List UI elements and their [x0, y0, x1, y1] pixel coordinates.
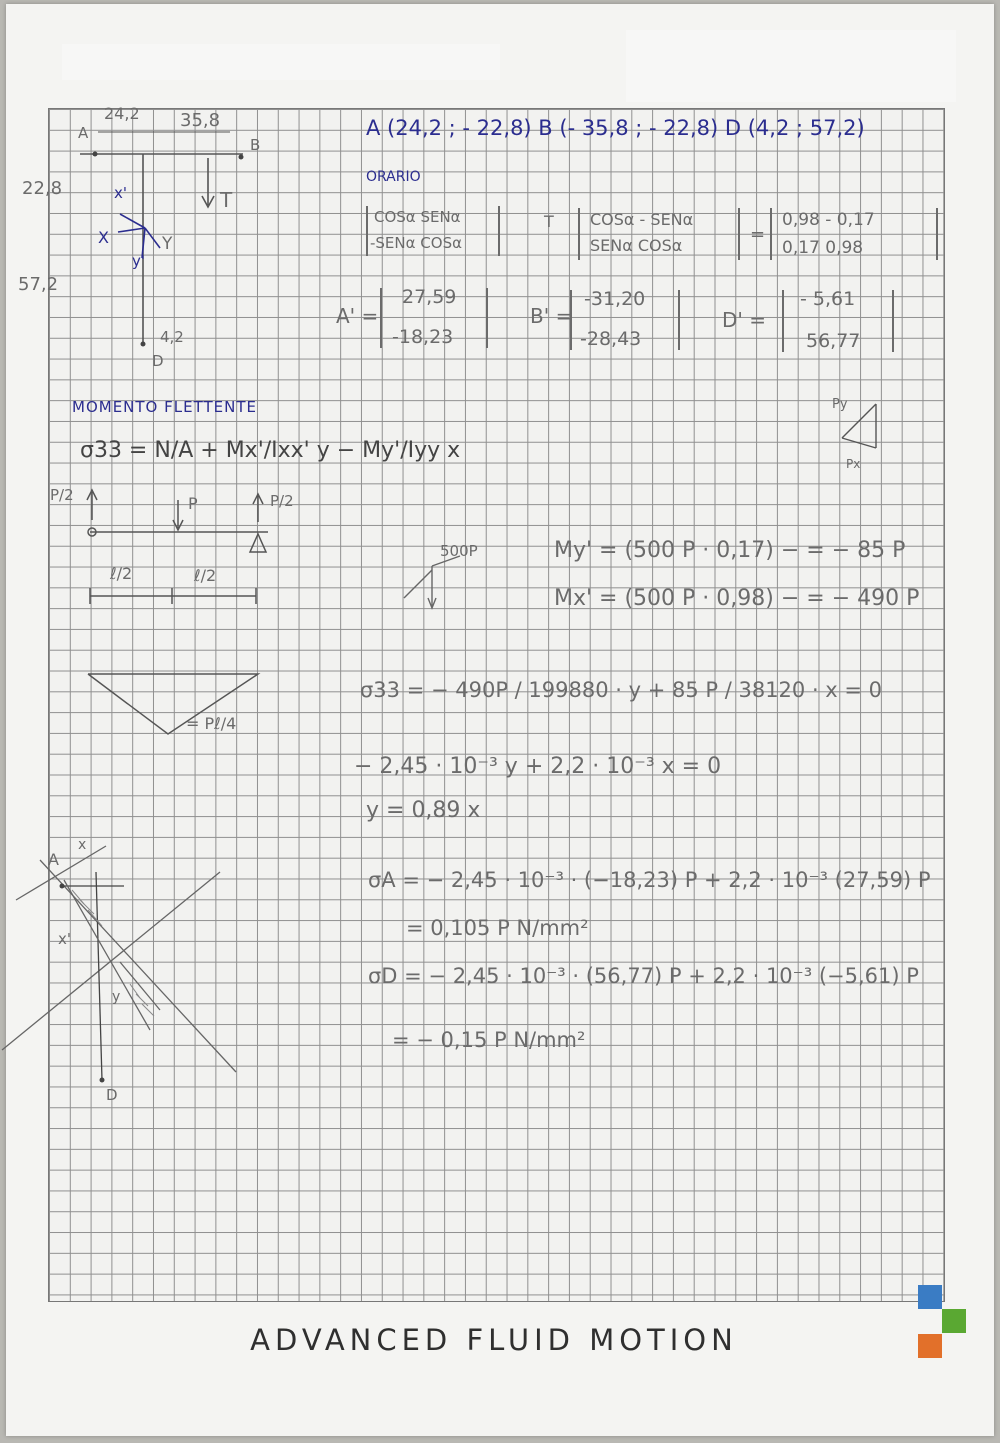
matrix-rotation-row1: COSα SENα [374, 208, 461, 226]
sigma-equation: σ33 = − 490P / 199880 · y + 85 P / 38120 · x = 0 [360, 678, 883, 702]
equals-sign: = [750, 224, 766, 245]
reaction-right-label: P/2 [270, 492, 294, 510]
matrix-transposed-row1: COSα - SENα [590, 210, 694, 229]
neutral-axis-result: y = 0,89 x [366, 798, 481, 823]
vector-a-prime-y: -18,23 [392, 326, 454, 348]
dim-57-2: 57,2 [18, 274, 59, 295]
my-prime-line: My' = (500 P · 0,17) − = − 85 P [554, 538, 906, 563]
axis-y-prime-label: y' [132, 252, 146, 270]
stress-formula: σ33 = N/A + Mx'/Ixx' y − My'/Iyy x [80, 438, 461, 463]
axis-x-prime-label: x' [114, 184, 128, 202]
vector-a-prime-x: 27,59 [402, 286, 457, 308]
matrix-numeric-row2: 0,17 0,98 [782, 238, 864, 258]
point-a-prime-label: A' = [336, 304, 379, 328]
max-moment-label: = Pℓ/4 [186, 714, 237, 733]
matrix-transposed-row2: SENα COSα [590, 236, 683, 255]
force-t-label: T [220, 188, 233, 212]
logo-square-orange [918, 1334, 942, 1358]
na-axis-y-label: y [112, 989, 121, 1005]
sigma-a-result: = 0,105 P N/mm² [406, 916, 589, 940]
neutral-axis-equation: − 2,45 · 10⁻³ y + 2,2 · 10⁻³ x = 0 [354, 754, 722, 779]
na-point-d-label: D [106, 1086, 118, 1104]
brand-footer: ADVANCED FLUID MOTION [250, 1323, 738, 1357]
vector-b-prime-x: -31,20 [584, 288, 646, 310]
orario-label: ORARIO [366, 169, 421, 185]
axis-y-label: Y [162, 234, 173, 254]
na-axis-x-prime-label: x' [58, 930, 72, 948]
span-half-right: ℓ/2 [194, 566, 217, 585]
dim-22-8: 22,8 [22, 178, 63, 199]
na-point-a-label: A [48, 850, 59, 869]
py-label: Py [832, 397, 848, 412]
dim-24-2: 24,2 [104, 104, 140, 123]
dim-4-2: 4,2 [160, 328, 184, 346]
reaction-left-label: P/2 [50, 486, 74, 504]
logo-square-blue [918, 1285, 942, 1309]
vector-d-prime-x: - 5,61 [800, 288, 856, 310]
vector-d-prime-y: 56,77 [806, 330, 861, 352]
span-half-left: ℓ/2 [110, 564, 133, 583]
coordinates-line: A (24,2 ; - 22,8) B (- 35,8 ; - 22,8) D (4,2 ; 57,2) [366, 116, 865, 140]
sigma-a-equation: σA = − 2,45 · 10⁻³ · (−18,23) P + 2,2 · 10⁻³ (27,59) P [368, 868, 931, 892]
vector-b-prime-y: -28,43 [580, 328, 642, 350]
load-p-label: P [188, 494, 198, 513]
dim-35-8: 35,8 [180, 110, 221, 131]
px-label: Px [846, 457, 861, 471]
matrix-rotation-row2: -SENα COSα [370, 234, 462, 252]
matrix-numeric-row1: 0,98 - 0,17 [782, 210, 875, 230]
point-b-prime-label: B' = [530, 304, 573, 328]
mx-prime-line: Mx' = (500 P · 0,98) − = − 490 P [554, 586, 920, 611]
point-d-prime-label: D' = [722, 308, 767, 332]
sigma-d-result: = − 0,15 P N/mm² [392, 1028, 586, 1052]
point-d-label: D [152, 352, 164, 370]
moment-title: MOMENTO FLETTENTE [72, 398, 257, 416]
logo-square-green [942, 1309, 966, 1333]
force-500p-label: 500P [440, 542, 478, 560]
axis-x-label: X [98, 228, 109, 247]
na-axis-x-label: x [78, 837, 87, 853]
transpose-label: T [544, 212, 554, 231]
point-a-label: A [78, 124, 89, 142]
point-b-label: B [250, 136, 261, 154]
sigma-d-equation: σD = − 2,45 · 10⁻³ · (56,77) P + 2,2 · 10⁻³ (−5,61) P [368, 964, 919, 988]
